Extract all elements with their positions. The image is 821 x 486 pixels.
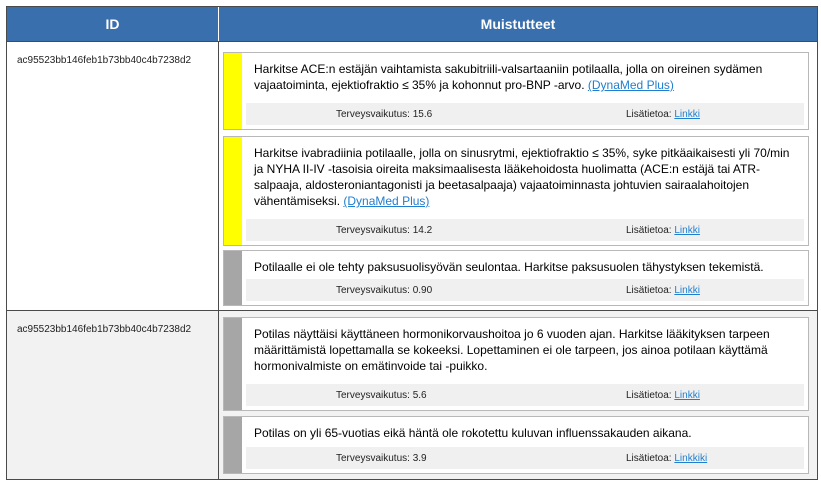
priority-bar	[224, 137, 242, 245]
reminder-footer	[246, 279, 804, 301]
more-info: Lisätietoa: Linkki	[626, 285, 700, 296]
reminder-footer	[246, 384, 804, 406]
health-impact: Terveysvaikutus: 15.6	[336, 109, 433, 120]
reminder-text: Potilaalle ei ole tehty paksusuolisyövän seulontaa. Harkitse paksusuolen tähystyksen tekemistä.	[254, 260, 764, 274]
more-info: Lisätietoa: Linkki	[626, 225, 700, 236]
patient-id: ac95523bb146feb1b73bb40c4b7238d2	[7, 311, 219, 479]
priority-bar	[224, 53, 242, 129]
health-impact: Terveysvaikutus: 3.9	[336, 453, 427, 464]
more-info-link[interactable]: Linkkiki	[674, 453, 708, 464]
reminder-footer	[246, 103, 804, 125]
table-row	[7, 41, 817, 310]
reminder-card	[223, 52, 809, 130]
reminders-column-header: Muistutteet	[219, 7, 817, 41]
reminder-card	[223, 250, 809, 306]
reminder-card	[223, 317, 809, 411]
health-impact: Terveysvaikutus: 0.90	[336, 285, 433, 296]
more-info-link[interactable]: Linkki	[674, 225, 700, 236]
more-info-link[interactable]: Linkki	[674, 109, 700, 120]
id-column-header: ID	[7, 7, 219, 41]
health-impact: Terveysvaikutus: 14.2	[336, 225, 433, 236]
more-info: Lisätietoa: Linkki	[626, 390, 700, 401]
more-info: Lisätietoa: Linkkiki	[626, 453, 708, 464]
reminder-card	[223, 416, 809, 474]
health-impact: Terveysvaikutus: 5.6	[336, 390, 427, 401]
reminder-card	[223, 136, 809, 246]
table-row	[7, 310, 817, 479]
priority-bar	[224, 318, 242, 410]
more-info: Lisätietoa: Linkki	[626, 109, 700, 120]
more-info-link[interactable]: Linkki	[674, 390, 700, 401]
reminder-footer	[246, 219, 804, 241]
source-link[interactable]: (DynaMed Plus)	[587, 78, 674, 92]
reminder-footer	[246, 447, 804, 469]
reminder-text: Potilas on yli 65-vuotias eikä häntä ole rokotettu kuluvan influenssakauden aikana.	[254, 426, 692, 440]
priority-bar	[224, 251, 242, 305]
reminder-text: Harkitse ivabradiinia potilaalle, jolla on sinusrytmi, ejektiofraktio ≤ 35%, syke pitkäaikaisesti yli 70/min ja NYHA II-IV -tasoisia oireita maksimaalisesta lääkehoidosta huolimatta (ACE:n estäjä tai ATR-salpaaja, aldosteroniantagonisti ja beetasalpaaja) vajaatoiminnasta johtuvien sairaalahoitojen vähentämiseksi. (DynaMed Plus)	[254, 146, 790, 208]
priority-bar	[224, 417, 242, 473]
reminder-text: Potilas näyttäisi käyttäneen hormonikorvaushoitoa jo 6 vuoden ajan. Harkitse lääkityksen tarpeen määrittämistä lopettamalla se kokeeksi. Lopettaminen ei ole tarpeen, jos ainoa potilaan käyttämä hormonivalmiste on emätinvoide tai -puikko.	[254, 327, 770, 373]
more-info-link[interactable]: Linkki	[674, 285, 700, 296]
reminders-table	[6, 6, 818, 480]
reminder-text: Harkitse ACE:n estäjän vaihtamista sakubitriili-valsartaaniin potilaalla, jolla on oireinen sydämen vajaatoiminta, ejektiofraktio ≤ 35% ja kohonnut pro-BNP -arvo. (DynaMed Plus)	[254, 62, 763, 92]
source-link[interactable]: (DynaMed Plus)	[343, 194, 430, 208]
patient-id: ac95523bb146feb1b73bb40c4b7238d2	[7, 42, 219, 310]
